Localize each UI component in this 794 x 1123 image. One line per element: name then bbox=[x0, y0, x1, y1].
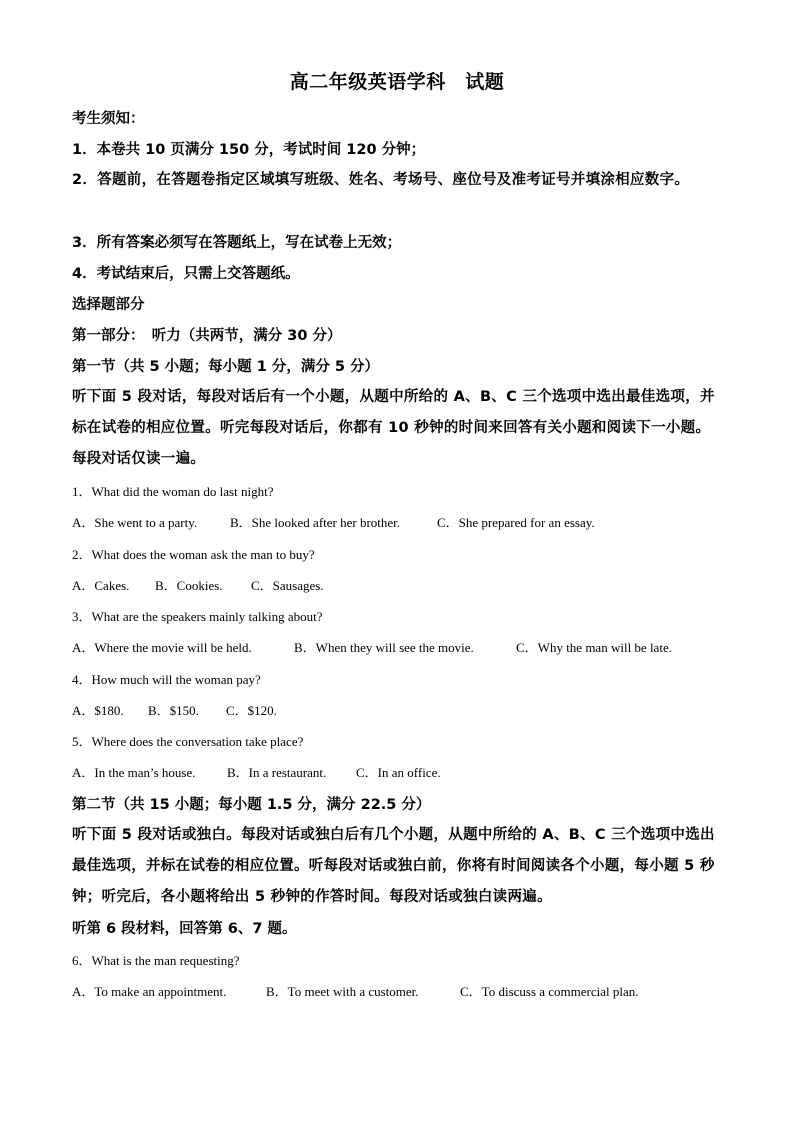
q6-option-b[interactable]: B．To meet with a customer. bbox=[266, 984, 419, 999]
q2-option-b[interactable]: B．Cookies. bbox=[155, 578, 223, 593]
q5-option-c[interactable]: C．In an office. bbox=[356, 765, 441, 780]
sec2-heading: 第二节（共 15 小题；每小题 1.5 分，满分 22.5 分） bbox=[72, 797, 431, 813]
question-6-options bbox=[72, 982, 732, 1002]
question-1-options bbox=[72, 513, 732, 533]
question-2-options bbox=[72, 576, 732, 596]
sec2-instructions: 听下面 5 段对话或独白。每段对话或独白后有几个小题，从题中所给的 A、B、C 三个选项中选出最佳选项，并标在试卷的相应位置。听每段对话或独白前，你将有时间阅读各个小题，每小题 5 秒钟；听完后，各小题将给出 5 秒钟的作答时间。每段对话或独白读两遍。 bbox=[72, 827, 715, 905]
q2-option-c[interactable]: C．Sausages. bbox=[251, 578, 324, 593]
sec1-instructions: 听下面 5 段对话，每段对话后有一个小题，从题中所给的 A、B、C 三个选项中选出最佳选项，并标在试卷的相应位置。听完每段对话后，你都有 10 秒钟的时间来回答有关小题和阅读下一小题。每段对话仅读一遍。 bbox=[72, 389, 715, 467]
question-1-stem: 1．What did the woman do last night? bbox=[72, 484, 274, 499]
section-label: 选择题部分 bbox=[72, 297, 145, 313]
q1-option-a[interactable]: A．She went to a party. bbox=[72, 515, 198, 530]
notice-item-2: 2．答题前，在答题卷指定区域填写班级、姓名、考场号、座位号及准考证号并填涂相应数字。 bbox=[72, 172, 690, 188]
page-title: 高二年级英语学科 试题 bbox=[289, 71, 505, 93]
q1-option-b[interactable]: B．She looked after her brother. bbox=[230, 515, 401, 530]
sec2-sub-heading: 听第 6 段材料，回答第 6、7 题。 bbox=[72, 921, 297, 937]
question-6-stem: 6．What is the man requesting? bbox=[72, 953, 240, 968]
notice-item-4: 4．考试结束后，只需上交答题纸。 bbox=[72, 266, 300, 282]
notice-heading: 考生须知： bbox=[72, 111, 145, 127]
q5-option-a[interactable]: A．In the man’s house. bbox=[72, 765, 196, 780]
q4-option-a[interactable]: A．$180. bbox=[72, 703, 124, 718]
q3-option-c[interactable]: C．Why the man will be late. bbox=[516, 640, 672, 655]
question-5-stem: 5．Where does the conversation take place? bbox=[72, 734, 304, 749]
question-2-stem: 2．What does the woman ask the man to buy? bbox=[72, 547, 315, 562]
q1-option-c[interactable]: C．She prepared for an essay. bbox=[437, 515, 595, 530]
question-4-stem: 4．How much will the woman pay? bbox=[72, 672, 261, 687]
question-3-options bbox=[72, 638, 732, 658]
q3-option-b[interactable]: B．When they will see the movie. bbox=[294, 640, 474, 655]
q5-option-b[interactable]: B．In a restaurant. bbox=[227, 765, 327, 780]
question-5-options bbox=[72, 763, 732, 783]
q3-option-a[interactable]: A．Where the movie will be held. bbox=[72, 640, 252, 655]
question-3-stem: 3．What are the speakers mainly talking about? bbox=[72, 609, 323, 624]
q6-option-c[interactable]: C．To discuss a commercial plan. bbox=[460, 984, 639, 999]
part1-heading: 第一部分： 听力（共两节，满分 30 分） bbox=[72, 328, 342, 344]
sec1-heading: 第一节（共 5 小题；每小题 1 分，满分 5 分） bbox=[72, 359, 380, 375]
q6-option-a[interactable]: A．To make an appointment. bbox=[72, 984, 227, 999]
notice-item-3: 3．所有答案必须写在答题纸上，写在试卷上无效； bbox=[72, 235, 402, 251]
question-4-options bbox=[72, 701, 732, 721]
q2-option-a[interactable]: A．Cakes. bbox=[72, 578, 130, 593]
notice-item-1: 1．本卷共 10 页满分 150 分，考试时间 120 分钟； bbox=[72, 142, 426, 158]
q4-option-c[interactable]: C．$120. bbox=[226, 703, 277, 718]
q4-option-b[interactable]: B．$150. bbox=[148, 703, 199, 718]
